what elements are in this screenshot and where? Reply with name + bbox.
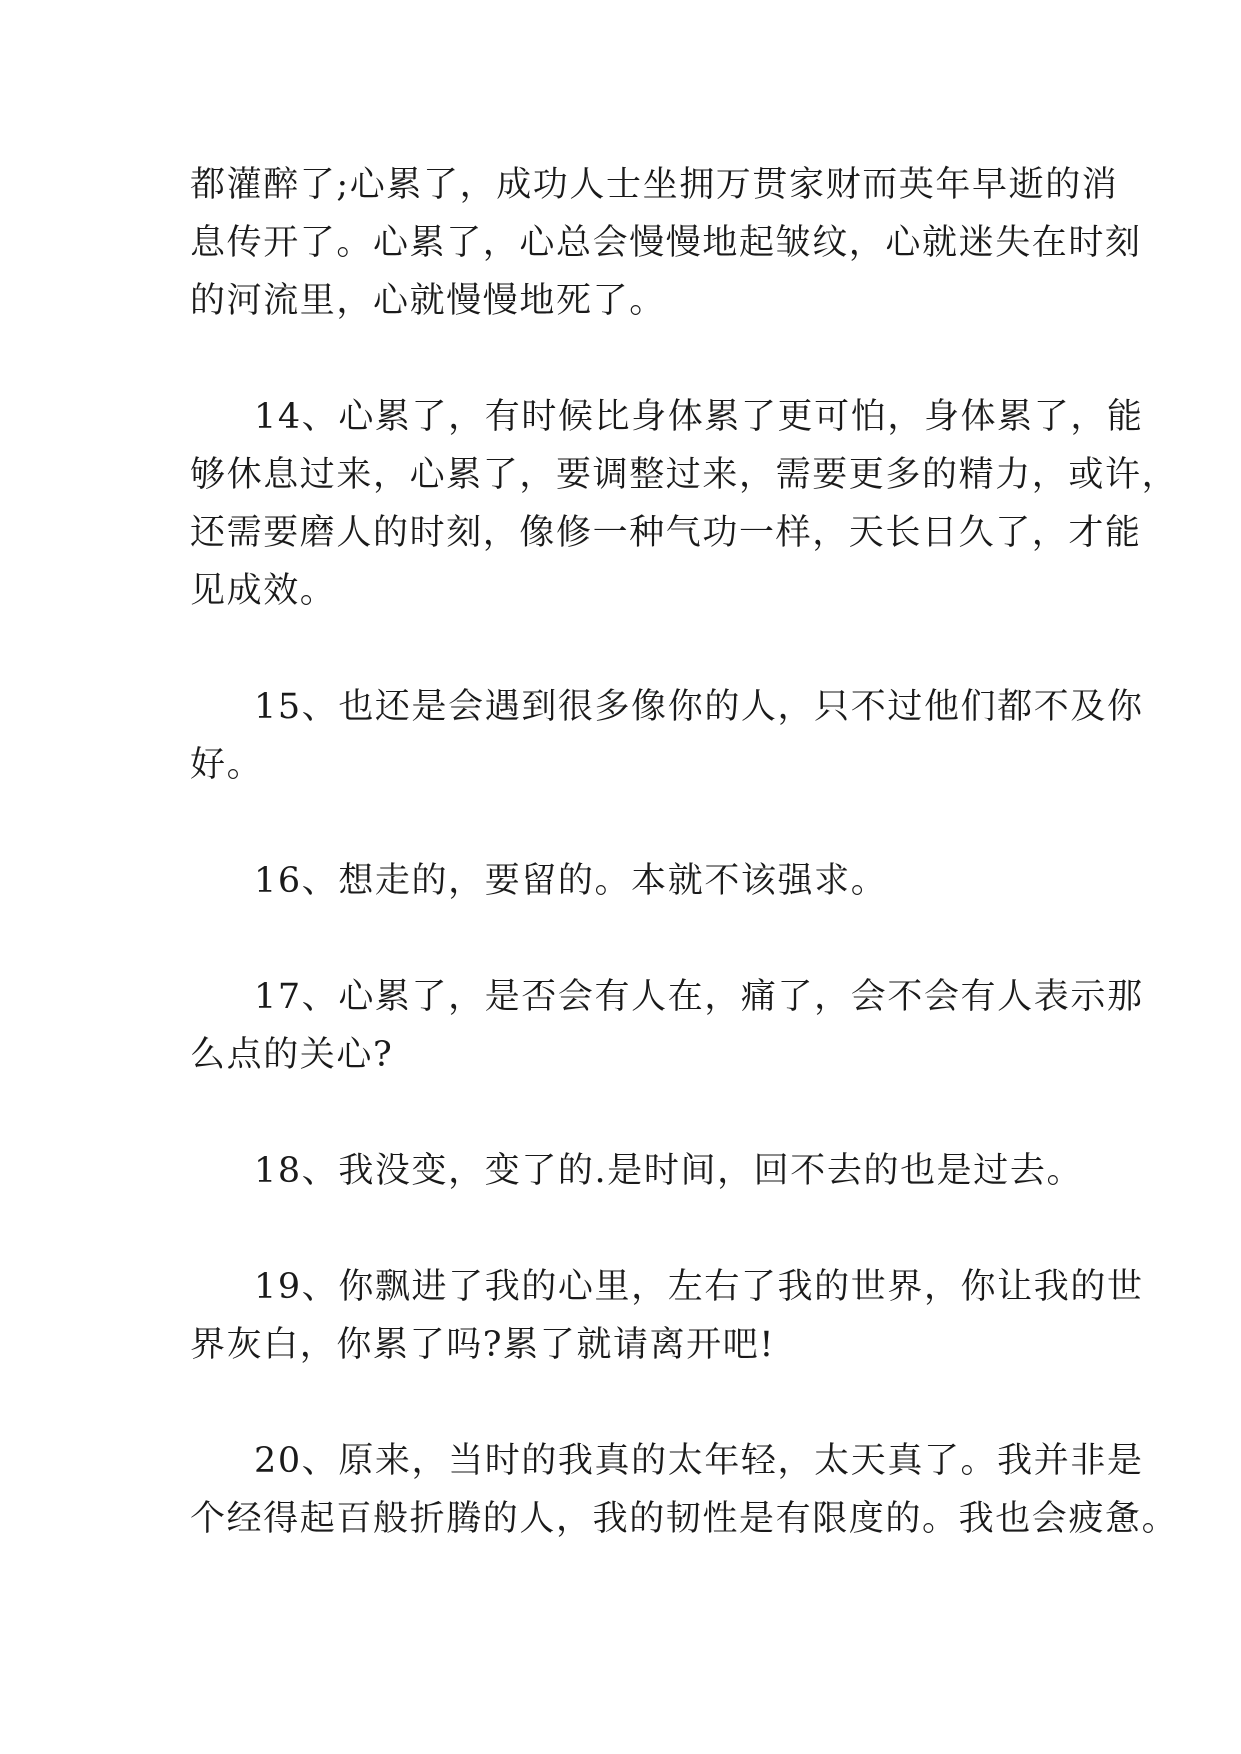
text-line: 好。 <box>190 745 264 785</box>
text-line: 16、想走的，要留的。本就不该强求。 <box>254 861 888 901</box>
text-line: 14、心累了，有时候比身体累了更可怕，身体累了，能 <box>254 397 1144 437</box>
text-line: 19、你飘进了我的心里，左右了我的世界，你让我的世 <box>254 1267 1144 1307</box>
text-line: 20、原来，当时的我真的太年轻，太天真了。我并非是 <box>254 1441 1144 1481</box>
text-line: 18、我没变，变了的.是时间，回不去的也是过去。 <box>254 1151 1084 1191</box>
text-line: 15、也还是会遇到很多像你的人，只不过他们都不及你 <box>254 687 1144 727</box>
text-line: 界灰白，你累了吗?累了就请离开吧! <box>190 1325 776 1365</box>
text-line: 17、心累了，是否会有人在，痛了，会不会有人表示那 <box>254 977 1144 1017</box>
text-line: 么点的关心? <box>190 1035 394 1075</box>
text-line: 都灌醉了;心累了，成功人士坐拥万贯家财而英年早逝的消 <box>190 165 1119 205</box>
text-line: 个经得起百般折腾的人，我的韧性是有限度的。我也会疲惫。 <box>190 1499 1179 1539</box>
text-line: 息传开了。心累了，心总会慢慢地起皱纹，心就迷失在时刻 <box>190 223 1142 263</box>
text-line: 够休息过来，心累了，要调整过来，需要更多的精力，或许， <box>190 455 1179 495</box>
text-line: 还需要磨人的时刻，像修一种气功一样，天长日久了，才能 <box>190 513 1142 553</box>
text-line: 的河流里，心就慢慢地死了。 <box>190 281 666 321</box>
text-line: 见成效。 <box>190 571 337 611</box>
